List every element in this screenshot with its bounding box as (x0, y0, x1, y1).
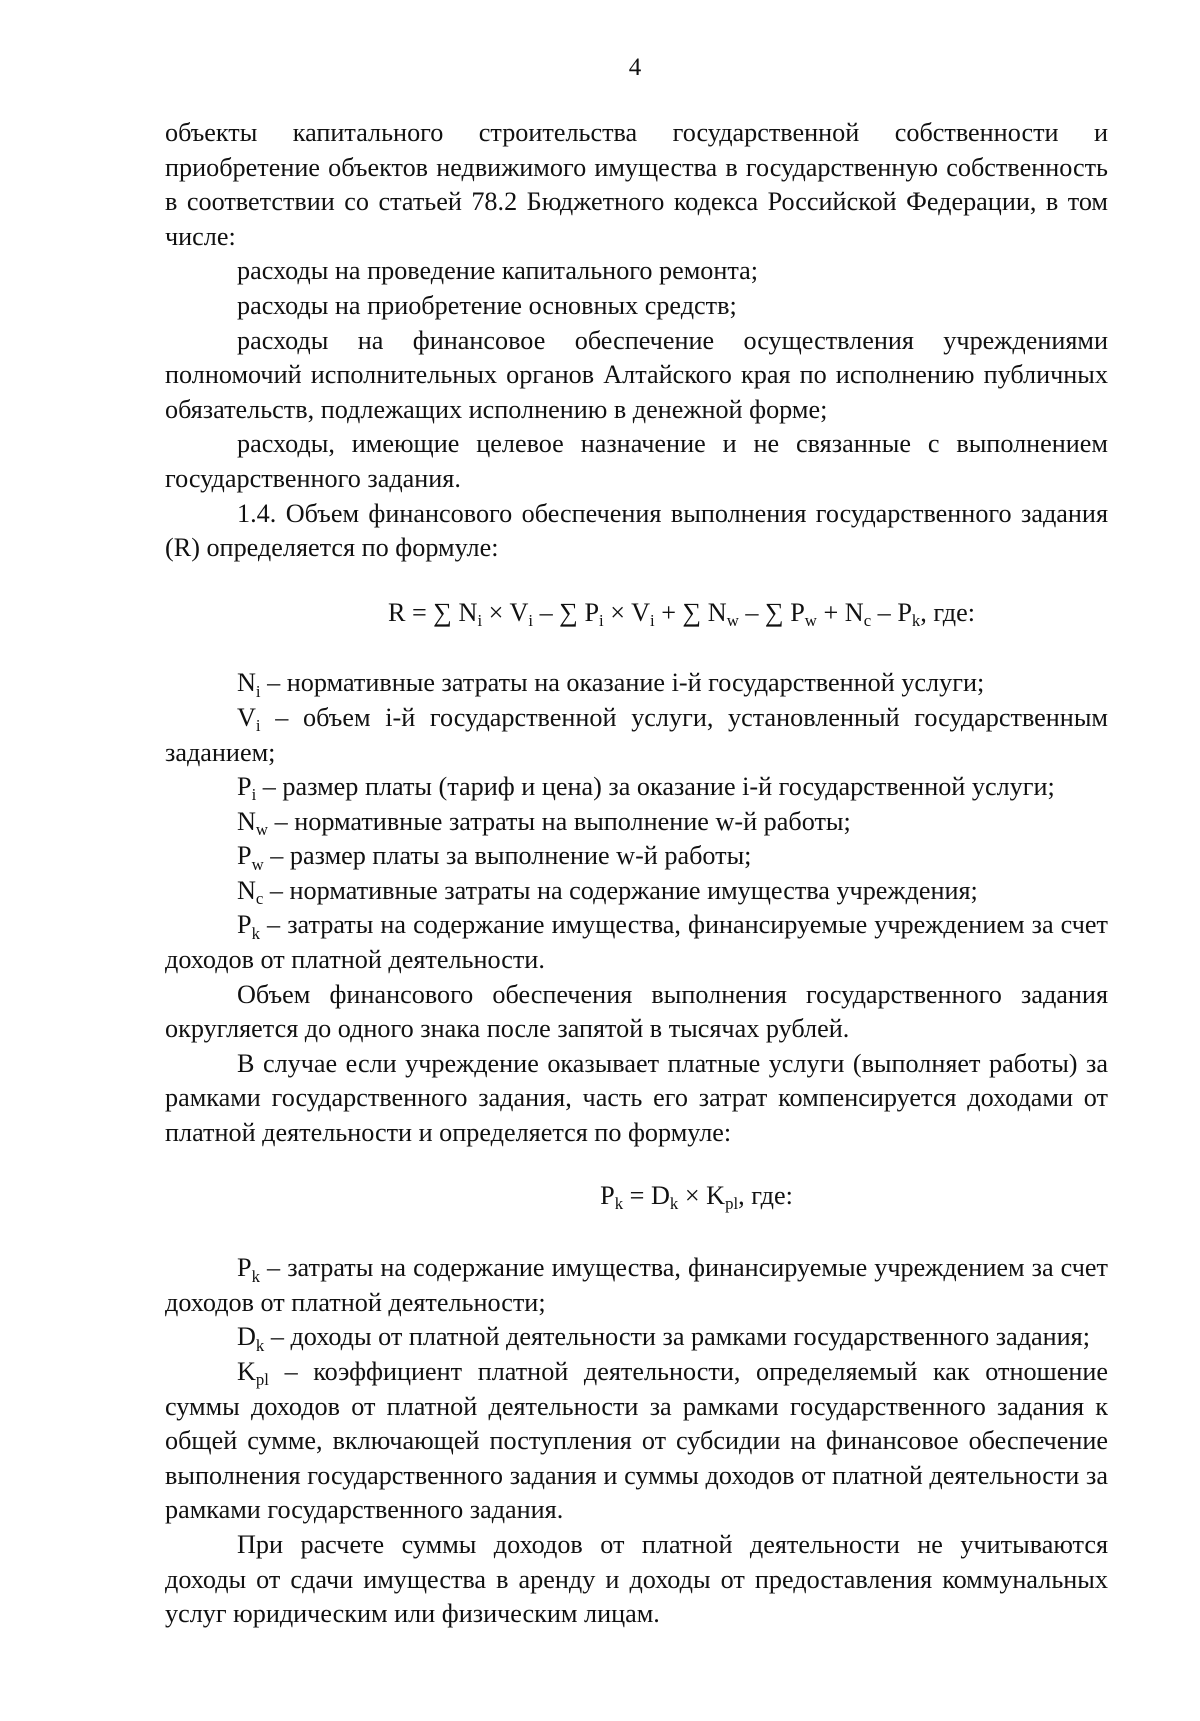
definition-ni: $N_i$ – нормативные затраты на оказание i-й государственной услуги; (237, 668, 985, 701)
paragraph-targeted-expenses: расходы, имеющие целевое назначение и не связанные с выполнением государственного задания. (165, 429, 1108, 493)
definition-dk: $D_k$ – доходы от платной деятельности за рамками государственного задания; (237, 1322, 1090, 1355)
paragraph-paid-services: В случае если учреждение оказывает платные услуги (выполняет работы) за рамками государственного задания, часть его затрат компенсируется доходами от платной деятельности и определяется по формуле: (165, 1048, 1108, 1148)
paragraph-intro: объекты капитального строительства государственной собственности и приобретение объектов недвижимого имущества в государственную собственность в соответствии со статьей 78.2 Бюджетного кодекса Российской Федерации, в том числе: (165, 118, 1108, 251)
definition-kpl: $K_{pl}$ – коэффициент платной деятельности, определяемый как отношение суммы доходов от платной деятельности за рамками государственного задания к общей сумме, включающей поступления от субсидии на финансовое обеспечение выполнения государственного задания и суммы доходов от платной деятельности за рамками государственного задания. (165, 1357, 1108, 1525)
definition-nw: $N_w$ – нормативные затраты на выполнение w-й работы; (237, 806, 851, 840)
definition-vi: $V_i$ – объем i-й государственной услуги, установленный государственным заданием; (165, 702, 1108, 767)
definition-pi: $P_i$ – размер платы (тариф и цена) за оказание i-й государственной услуги; (237, 772, 1055, 805)
paragraph-section-1-4: 1.4. Объем финансового обеспечения выполнения государственного задания (R) определяется по формуле: (165, 498, 1108, 563)
paragraph-capital-repair: расходы на проведение капитального ремонта; (237, 256, 759, 286)
document-body (165, 116, 1108, 1632)
definition-pk-2: $P_k$ – затраты на содержание имущества, финансируемые учреждением за счет доходов от платной деятельности; (165, 1253, 1108, 1317)
definition-pk: $P_k$ – затраты на содержание имущества, финансируемые учреждением за счет доходов от платной деятельности. (165, 910, 1108, 975)
paragraph-exclusions: При расчете суммы доходов от платной деятельности не учитываются доходы от сдачи имущества в аренду и доходы от предоставления коммунальных услуг юридическим или физическим лицам. (165, 1529, 1108, 1629)
paragraph-public-obligations: расходы на финансовое обеспечение осуществления учреждениями полномочий исполнительных органов Алтайского края по исполнению публичных обязательств, подлежащих исполнению в денежной форме; (165, 325, 1108, 424)
paragraph-rounding: Объем финансового обеспечения выполнения государственного задания округляется до одного знака после запятой в тысячах рублей. (165, 979, 1108, 1044)
definition-pw: $P_w$ – размер платы за выполнение w-й работы; (237, 841, 752, 874)
page-number: 4 (628, 54, 642, 81)
formula-r: R = ∑ $N_i \times V_i$ – ∑ $P_i \times V_i$ + ∑ $N_w$ – ∑ $P_w + N_c - P_k$, где: (387, 597, 976, 631)
formula-pk: $P_k = D_k \times K_{pl}$, где: (600, 1180, 793, 1213)
definition-nc: $N_c$ – нормативные затраты на содержание имущества учреждения; (237, 875, 978, 909)
paragraph-fixed-assets: расходы на приобретение основных средств; (237, 290, 737, 320)
